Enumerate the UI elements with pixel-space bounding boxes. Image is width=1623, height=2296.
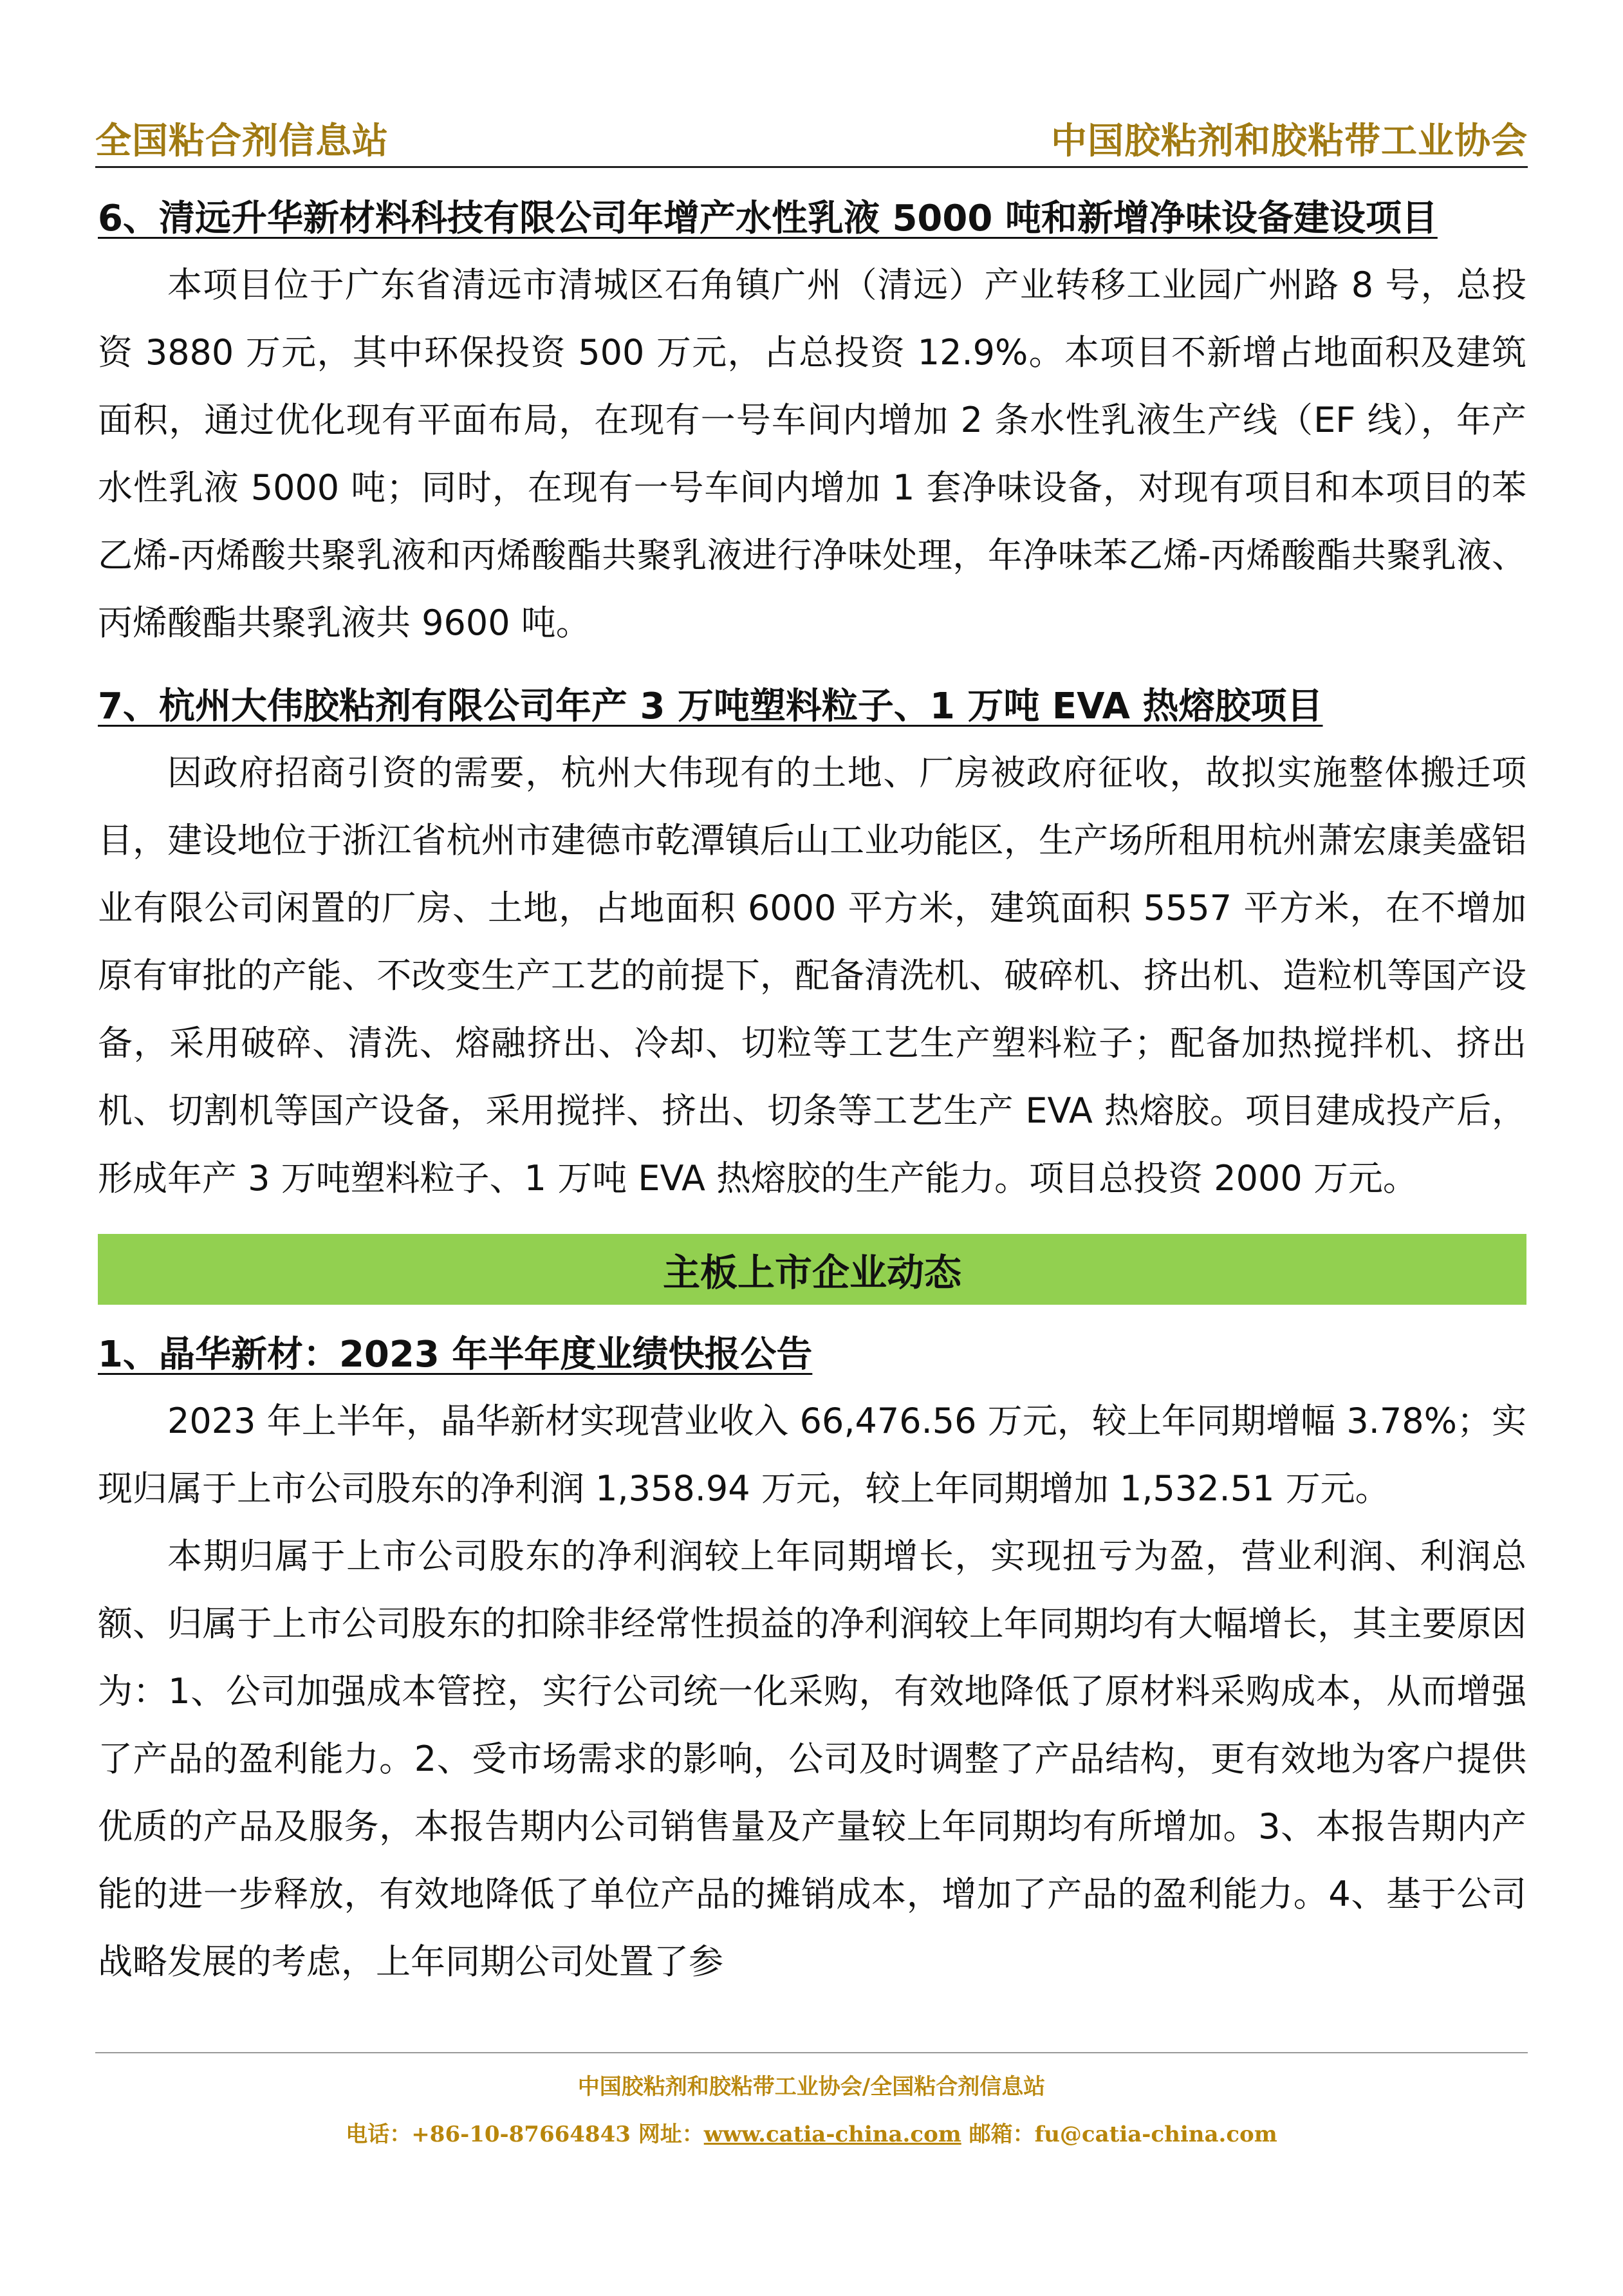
footer-divider bbox=[95, 2052, 1528, 2053]
footer-organization: 中国胶粘剂和胶粘带工业协会/全国粘合剂信息站 bbox=[577, 2074, 1046, 2100]
header-left-title: 全国粘合剂信息站 bbox=[95, 120, 389, 162]
section-title: 1、晶华新材：2023 年半年度业绩快报公告 bbox=[98, 1334, 813, 1376]
section-title: 6、清远升华新材料科技有限公司年增产水性乳液 5000 吨和新增净味设备建设项目 bbox=[98, 198, 1438, 239]
section-paragraph: 2023 年上半年，晶华新材实现营业收入 66,476.56 万元，较上年同期增幅 3.78%；实现归属于上市公司股东的净利润 1,358.94 万元，较上年同期增加 1,532.51 万元。 bbox=[98, 1401, 1526, 1509]
website-link[interactable]: www.catia-china.com bbox=[703, 2122, 961, 2147]
page-content bbox=[98, 187, 1526, 1995]
email-link[interactable]: fu@catia-china.com bbox=[1034, 2122, 1277, 2147]
section-paragraph: 本项目位于广东省清远市清城区石角镇广州（清远）产业转移工业园广州路 8 号，总投资 3880 万元，其中环保投资 500 万元，占总投资 12.9%。本项目不新增占地面积及建筑面积，通过优化现有平面布局，在现有一号车间内增加 2 条水性乳液生产线（EF 线），年产水性乳液 5000 吨；同时，在现有一号车间内增加 1 套净味设备，对现有项目和本项目的苯乙烯-丙烯酸共聚乳液和丙烯酸酯共聚乳液进行净味处理，年净味苯乙烯-丙烯酸酯共聚乳液、丙烯酸酯共聚乳液共 9600 吨。 bbox=[98, 265, 1526, 643]
header-right-title: 中国胶粘剂和胶粘带工业协会 bbox=[1051, 120, 1528, 162]
footer-contact bbox=[0, 2116, 1623, 2148]
section-paragraph: 本期归属于上市公司股东的净利润较上年同期增长，实现扭亏为盈，营业利润、利润总额、归属于上市公司股东的扣除非经常性损益的净利润较上年同期均有大幅增长，其主要原因为：1、公司加强成本管控，实行公司统一化采购，有效地降低了原材料采购成本，从而增强了产品的盈利能力。2、受市场需求的影响，公司及时调整了产品结构，更有效地为客户提供优质的产品及服务，本报告期内公司销售量及产量较上年同期均有所增加。3、本报告期内产能的进一步释放，有效地降低了单位产品的摊销成本，增加了产品的盈利能力。4、基于公司战略发展的考虑，上年同期公司处置了参 bbox=[98, 1536, 1526, 1982]
section-title: 7、杭州大伟胶粘剂有限公司年产 3 万吨塑料粒子、1 万吨 EVA 热熔胶项目 bbox=[98, 686, 1323, 727]
section-paragraph: 因政府招商引资的需要，杭州大伟现有的土地、厂房被政府征收，故拟实施整体搬迁项目，建设地位于浙江省杭州市建德市乾潭镇后山工业功能区，生产场所租用杭州萧宏康美盛铝业有限公司闲置的厂房、土地，占地面积 6000 平方米，建筑面积 5557 平方米，在不增加原有审批的产能、不改变生产工艺的前提下，配备清洗机、破碎机、挤出机、造粒机等国产设备，采用破碎、清洗、熔融挤出、冷却、切粒等工艺生产塑料粒子；配备加热搅拌机、挤出机、切割机等国产设备，采用搅拌、挤出、切条等工艺生产 EVA 热熔胶。项目建成投产后，形成年产 3 万吨塑料粒子、1 万吨 EVA 热熔胶的生产能力。项目总投资 2000 万元。 bbox=[98, 752, 1526, 1199]
page-header bbox=[95, 115, 1528, 168]
category-banner: 主板上市企业动态 bbox=[98, 1234, 1526, 1305]
footer-email-label: 邮箱： bbox=[961, 2122, 1035, 2147]
footer-phone: 电话：+86-10-87664843 网址： bbox=[346, 2122, 704, 2147]
